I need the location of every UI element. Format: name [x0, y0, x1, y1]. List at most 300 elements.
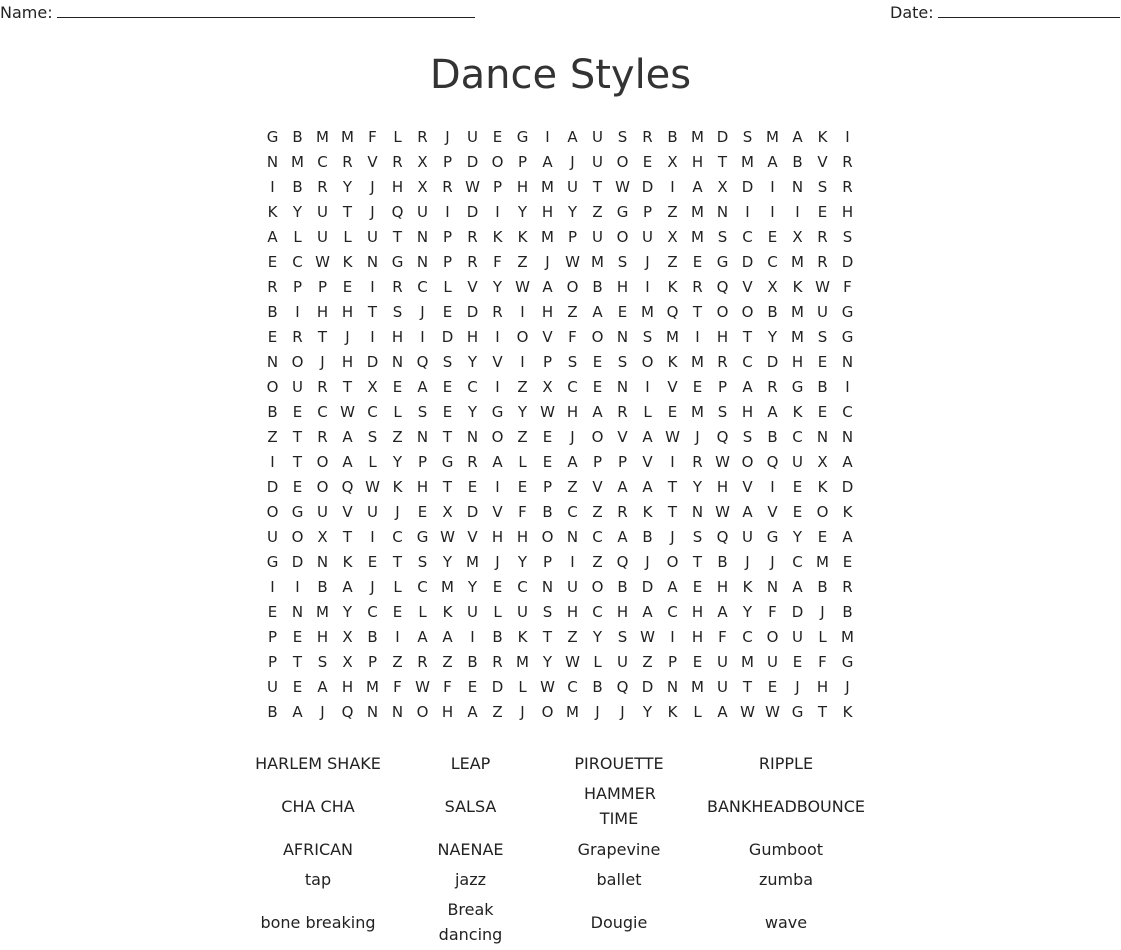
grid-letter[interactable]: Z	[592, 553, 603, 571]
grid-letter[interactable]: V	[592, 478, 603, 496]
grid-letter[interactable]: A	[567, 453, 578, 471]
grid-letter[interactable]: V	[342, 503, 353, 521]
grid-letter[interactable]: I	[770, 178, 775, 196]
grid-letter[interactable]: B	[592, 678, 603, 696]
grid-letter[interactable]: G	[266, 553, 279, 571]
grid-letter[interactable]: H	[316, 303, 329, 321]
grid-letter[interactable]: I	[270, 578, 275, 596]
grid-letter[interactable]: I	[645, 278, 650, 296]
grid-letter[interactable]: A	[317, 678, 328, 696]
grid-letter[interactable]: P	[267, 628, 278, 646]
grid-letter[interactable]: N	[266, 153, 279, 171]
grid-letter[interactable]: I	[270, 178, 275, 196]
grid-letter[interactable]: I	[545, 128, 550, 146]
grid-letter[interactable]: K	[792, 403, 803, 421]
grid-letter[interactable]: N	[541, 578, 554, 596]
grid-letter[interactable]: D	[841, 253, 854, 271]
grid-letter[interactable]: O	[491, 428, 504, 446]
grid-letter[interactable]: Q	[341, 703, 354, 721]
grid-letter[interactable]: Z	[567, 478, 578, 496]
grid-letter[interactable]: C	[567, 378, 578, 396]
grid-letter[interactable]: K	[667, 353, 678, 371]
grid-letter[interactable]: B	[292, 178, 303, 196]
grid-letter[interactable]: V	[767, 503, 778, 521]
grid-letter[interactable]: E	[767, 228, 778, 246]
grid-letter[interactable]: J	[320, 703, 325, 721]
grid-letter[interactable]: G	[766, 528, 779, 546]
grid-letter[interactable]: C	[517, 578, 528, 596]
grid-letter[interactable]: N	[841, 428, 854, 446]
grid-letter[interactable]: B	[542, 503, 553, 521]
grid-letter[interactable]: Y	[517, 553, 528, 571]
grid-letter[interactable]: R	[642, 128, 653, 146]
grid-letter[interactable]: J	[570, 428, 575, 446]
grid-letter[interactable]: I	[445, 203, 450, 221]
grid-letter[interactable]: O	[316, 478, 329, 496]
grid-letter[interactable]: H	[691, 153, 704, 171]
grid-letter[interactable]: V	[617, 428, 628, 446]
grid-letter[interactable]: W	[565, 253, 580, 271]
grid-letter[interactable]: H	[516, 178, 529, 196]
grid-letter[interactable]: D	[716, 128, 729, 146]
grid-letter[interactable]: E	[692, 653, 703, 671]
grid-letter[interactable]: K	[642, 503, 653, 521]
grid-letter[interactable]: N	[816, 428, 829, 446]
grid-letter[interactable]: M	[316, 603, 329, 621]
grid-letter[interactable]: D	[791, 603, 804, 621]
grid-letter[interactable]: F	[718, 628, 727, 646]
grid-letter[interactable]: A	[567, 128, 578, 146]
grid-letter[interactable]: V	[667, 378, 678, 396]
grid-letter[interactable]: M	[516, 653, 529, 671]
grid-letter[interactable]: T	[342, 528, 353, 546]
grid-letter[interactable]: F	[368, 128, 377, 146]
grid-letter[interactable]: K	[517, 228, 528, 246]
grid-letter[interactable]: U	[417, 203, 428, 221]
grid-letter[interactable]: E	[692, 253, 703, 271]
grid-letter[interactable]: Y	[517, 403, 528, 421]
grid-letter[interactable]: U	[717, 678, 728, 696]
grid-letter[interactable]: U	[792, 453, 803, 471]
grid-letter[interactable]: E	[642, 153, 653, 171]
grid-letter[interactable]: O	[616, 153, 629, 171]
grid-letter[interactable]: J	[845, 678, 850, 696]
grid-letter[interactable]: G	[416, 528, 429, 546]
grid-letter[interactable]: C	[767, 253, 778, 271]
grid-letter[interactable]: H	[716, 328, 729, 346]
grid-letter[interactable]: N	[841, 353, 854, 371]
grid-letter[interactable]: M	[841, 628, 854, 646]
grid-letter[interactable]: S	[842, 228, 853, 246]
grid-letter[interactable]: P	[442, 153, 453, 171]
grid-letter[interactable]: T	[742, 678, 753, 696]
grid-letter[interactable]: A	[742, 503, 753, 521]
grid-letter[interactable]: K	[792, 278, 803, 296]
grid-letter[interactable]: X	[317, 528, 328, 546]
grid-letter[interactable]: J	[445, 128, 450, 146]
grid-letter[interactable]: T	[717, 153, 728, 171]
grid-letter[interactable]: L	[518, 453, 527, 471]
grid-letter[interactable]: X	[667, 153, 678, 171]
grid-letter[interactable]: B	[267, 703, 278, 721]
grid-letter[interactable]: J	[620, 703, 625, 721]
grid-letter[interactable]: Q	[716, 428, 729, 446]
grid-letter[interactable]: T	[392, 553, 403, 571]
grid-letter[interactable]: Y	[542, 653, 553, 671]
grid-letter[interactable]: Q	[391, 203, 404, 221]
grid-letter[interactable]: M	[791, 303, 804, 321]
grid-letter[interactable]: H	[441, 703, 454, 721]
grid-letter[interactable]: B	[267, 403, 278, 421]
grid-letter[interactable]: L	[343, 228, 352, 246]
grid-letter[interactable]: O	[541, 703, 554, 721]
grid-letter[interactable]: B	[467, 653, 478, 671]
grid-letter[interactable]: F	[518, 503, 527, 521]
grid-letter[interactable]: C	[842, 403, 853, 421]
grid-letter[interactable]: L	[643, 403, 652, 421]
grid-letter[interactable]: P	[617, 453, 628, 471]
grid-letter[interactable]: T	[442, 428, 453, 446]
grid-letter[interactable]: Q	[616, 553, 629, 571]
grid-letter[interactable]: X	[717, 178, 728, 196]
grid-letter[interactable]: N	[291, 603, 304, 621]
grid-letter[interactable]: C	[567, 678, 578, 696]
grid-letter[interactable]: I	[770, 478, 775, 496]
grid-letter[interactable]: M	[691, 353, 704, 371]
grid-letter[interactable]: E	[542, 428, 553, 446]
grid-letter[interactable]: M	[366, 678, 379, 696]
grid-letter[interactable]: G	[841, 653, 854, 671]
grid-letter[interactable]: K	[667, 278, 678, 296]
grid-letter[interactable]: Y	[342, 603, 353, 621]
grid-letter[interactable]: S	[617, 253, 628, 271]
grid-letter[interactable]: J	[795, 678, 800, 696]
grid-letter[interactable]: H	[691, 628, 704, 646]
grid-letter[interactable]: W	[515, 278, 530, 296]
grid-letter[interactable]: W	[815, 278, 830, 296]
grid-letter[interactable]: J	[645, 553, 650, 571]
grid-letter[interactable]: P	[542, 478, 553, 496]
grid-letter[interactable]: H	[741, 403, 754, 421]
grid-letter[interactable]: I	[670, 178, 675, 196]
grid-letter[interactable]: Z	[267, 428, 278, 446]
grid-letter[interactable]: E	[292, 678, 303, 696]
grid-letter[interactable]: R	[467, 453, 478, 471]
grid-letter[interactable]: I	[795, 203, 800, 221]
grid-letter[interactable]: V	[542, 328, 553, 346]
grid-letter[interactable]: J	[695, 428, 700, 446]
grid-letter[interactable]: U	[467, 603, 478, 621]
grid-letter[interactable]: Y	[467, 353, 478, 371]
grid-letter[interactable]: I	[520, 353, 525, 371]
grid-letter[interactable]: W	[465, 178, 480, 196]
grid-letter[interactable]: E	[817, 528, 828, 546]
grid-letter[interactable]: S	[717, 228, 728, 246]
grid-letter[interactable]: P	[442, 253, 453, 271]
grid-letter[interactable]: D	[366, 353, 379, 371]
grid-letter[interactable]: E	[342, 278, 353, 296]
grid-letter[interactable]: G	[791, 703, 804, 721]
grid-letter[interactable]: E	[542, 453, 553, 471]
grid-letter[interactable]: F	[568, 328, 577, 346]
grid-letter[interactable]: N	[266, 353, 279, 371]
grid-letter[interactable]: R	[317, 428, 328, 446]
grid-letter[interactable]: R	[417, 653, 428, 671]
grid-letter[interactable]: X	[542, 378, 553, 396]
grid-letter[interactable]: E	[292, 403, 303, 421]
grid-letter[interactable]: U	[567, 178, 578, 196]
grid-letter[interactable]: L	[368, 453, 377, 471]
grid-letter[interactable]: O	[266, 503, 279, 521]
grid-letter[interactable]: O	[291, 528, 304, 546]
grid-letter[interactable]: U	[817, 303, 828, 321]
grid-letter[interactable]: S	[717, 403, 728, 421]
grid-letter[interactable]: A	[742, 378, 753, 396]
grid-letter[interactable]: U	[592, 128, 603, 146]
grid-letter[interactable]: J	[370, 203, 375, 221]
grid-letter[interactable]: E	[392, 603, 403, 621]
grid-letter[interactable]: Z	[492, 703, 503, 721]
grid-letter[interactable]: A	[642, 428, 653, 446]
grid-letter[interactable]: S	[317, 653, 328, 671]
grid-letter[interactable]: J	[320, 353, 325, 371]
grid-letter[interactable]: Z	[592, 503, 603, 521]
grid-letter[interactable]: Y	[292, 203, 303, 221]
grid-letter[interactable]: L	[493, 603, 502, 621]
grid-letter[interactable]: B	[642, 528, 653, 546]
grid-letter[interactable]: S	[817, 178, 828, 196]
grid-letter[interactable]: A	[467, 703, 478, 721]
grid-letter[interactable]: Z	[567, 303, 578, 321]
grid-letter[interactable]: W	[340, 403, 355, 421]
grid-letter[interactable]: M	[691, 228, 704, 246]
grid-letter[interactable]: U	[742, 528, 753, 546]
grid-letter[interactable]: G	[291, 503, 304, 521]
grid-letter[interactable]: T	[442, 478, 453, 496]
grid-letter[interactable]: E	[442, 403, 453, 421]
grid-letter[interactable]: R	[467, 228, 478, 246]
grid-letter[interactable]: U	[642, 228, 653, 246]
grid-letter[interactable]: D	[441, 328, 454, 346]
grid-letter[interactable]: I	[645, 378, 650, 396]
grid-letter[interactable]: C	[417, 578, 428, 596]
grid-letter[interactable]: H	[616, 278, 629, 296]
grid-letter[interactable]: R	[692, 278, 703, 296]
grid-letter[interactable]: J	[570, 153, 575, 171]
grid-letter[interactable]: P	[667, 653, 678, 671]
grid-letter[interactable]: B	[492, 628, 503, 646]
grid-letter[interactable]: B	[767, 428, 778, 446]
grid-letter[interactable]: F	[818, 653, 827, 671]
grid-letter[interactable]: E	[792, 653, 803, 671]
grid-letter[interactable]: Y	[467, 403, 478, 421]
grid-letter[interactable]: C	[317, 403, 328, 421]
grid-letter[interactable]: D	[491, 678, 504, 696]
grid-letter[interactable]: P	[542, 553, 553, 571]
grid-letter[interactable]: E	[517, 478, 528, 496]
grid-letter[interactable]: P	[417, 453, 428, 471]
grid-letter[interactable]: V	[492, 353, 503, 371]
grid-letter[interactable]: E	[667, 403, 678, 421]
grid-letter[interactable]: E	[417, 503, 428, 521]
grid-letter[interactable]: Z	[392, 428, 403, 446]
grid-letter[interactable]: F	[393, 678, 402, 696]
grid-letter[interactable]: U	[317, 203, 328, 221]
grid-letter[interactable]: O	[616, 228, 629, 246]
grid-letter[interactable]: P	[567, 228, 578, 246]
grid-letter[interactable]: C	[792, 553, 803, 571]
grid-letter[interactable]: L	[393, 403, 402, 421]
grid-letter[interactable]: S	[642, 328, 653, 346]
grid-letter[interactable]: J	[545, 253, 550, 271]
grid-letter[interactable]: S	[367, 428, 378, 446]
grid-letter[interactable]: T	[342, 203, 353, 221]
grid-letter[interactable]: C	[667, 603, 678, 621]
grid-letter[interactable]: V	[817, 153, 828, 171]
grid-letter[interactable]: H	[816, 678, 829, 696]
grid-letter[interactable]: A	[492, 453, 503, 471]
grid-letter[interactable]: L	[393, 578, 402, 596]
grid-letter[interactable]: Q	[416, 353, 429, 371]
grid-letter[interactable]: H	[716, 578, 729, 596]
grid-letter[interactable]: U	[292, 378, 303, 396]
grid-letter[interactable]: H	[841, 203, 854, 221]
grid-letter[interactable]: N	[391, 353, 404, 371]
grid-letter[interactable]: I	[845, 378, 850, 396]
grid-letter[interactable]: Y	[517, 203, 528, 221]
grid-letter[interactable]: I	[270, 453, 275, 471]
grid-letter[interactable]: S	[742, 128, 753, 146]
grid-letter[interactable]: M	[691, 403, 704, 421]
grid-letter[interactable]: G	[616, 203, 629, 221]
grid-letter[interactable]: U	[317, 503, 328, 521]
grid-letter[interactable]: X	[792, 228, 803, 246]
grid-letter[interactable]: B	[292, 128, 303, 146]
grid-letter[interactable]: V	[492, 503, 503, 521]
grid-letter[interactable]: G	[516, 128, 529, 146]
grid-letter[interactable]: M	[541, 228, 554, 246]
grid-letter[interactable]: J	[495, 553, 500, 571]
grid-letter[interactable]: J	[520, 703, 525, 721]
grid-letter[interactable]: N	[416, 228, 429, 246]
grid-letter[interactable]: H	[416, 478, 429, 496]
grid-letter[interactable]: K	[392, 478, 403, 496]
grid-letter[interactable]: W	[565, 653, 580, 671]
grid-letter[interactable]: Q	[341, 478, 354, 496]
grid-letter[interactable]: Y	[392, 453, 403, 471]
grid-letter[interactable]: N	[566, 528, 579, 546]
grid-letter[interactable]: Z	[392, 653, 403, 671]
grid-letter[interactable]: I	[495, 203, 500, 221]
grid-letter[interactable]: E	[267, 328, 278, 346]
grid-letter[interactable]: Q	[666, 303, 679, 321]
grid-letter[interactable]: H	[791, 353, 804, 371]
grid-letter[interactable]: I	[520, 303, 525, 321]
grid-letter[interactable]: R	[842, 178, 853, 196]
grid-letter[interactable]: A	[842, 453, 853, 471]
grid-letter[interactable]: B	[792, 153, 803, 171]
grid-letter[interactable]: Q	[716, 528, 729, 546]
grid-letter[interactable]: S	[417, 403, 428, 421]
grid-letter[interactable]: M	[816, 553, 829, 571]
grid-letter[interactable]: P	[442, 228, 453, 246]
grid-letter[interactable]: T	[292, 453, 303, 471]
grid-letter[interactable]: Y	[742, 603, 753, 621]
grid-letter[interactable]: S	[617, 128, 628, 146]
grid-letter[interactable]: A	[617, 528, 628, 546]
grid-letter[interactable]: R	[342, 153, 353, 171]
grid-letter[interactable]: R	[717, 353, 728, 371]
grid-letter[interactable]: W	[540, 678, 555, 696]
grid-letter[interactable]: N	[466, 428, 479, 446]
grid-letter[interactable]: E	[792, 503, 803, 521]
grid-letter[interactable]: O	[641, 353, 654, 371]
grid-letter[interactable]: B	[592, 278, 603, 296]
grid-letter[interactable]: T	[367, 303, 378, 321]
grid-letter[interactable]: D	[291, 553, 304, 571]
grid-letter[interactable]: J	[345, 328, 350, 346]
grid-letter[interactable]: M	[541, 178, 554, 196]
grid-letter[interactable]: I	[570, 553, 575, 571]
grid-letter[interactable]: E	[692, 378, 703, 396]
grid-letter[interactable]: K	[817, 128, 828, 146]
grid-letter[interactable]: K	[342, 553, 353, 571]
grid-letter[interactable]: K	[842, 703, 853, 721]
grid-letter[interactable]: N	[416, 428, 429, 446]
grid-letter[interactable]: O	[416, 703, 429, 721]
grid-letter[interactable]: K	[517, 628, 528, 646]
grid-letter[interactable]: J	[395, 503, 400, 521]
grid-letter[interactable]: A	[542, 278, 553, 296]
grid-letter[interactable]: R	[292, 328, 303, 346]
grid-letter[interactable]: N	[791, 178, 804, 196]
grid-letter[interactable]: S	[567, 353, 578, 371]
grid-letter[interactable]: A	[792, 128, 803, 146]
grid-letter[interactable]: B	[267, 303, 278, 321]
grid-letter[interactable]: I	[370, 278, 375, 296]
grid-letter[interactable]: U	[617, 653, 628, 671]
grid-letter[interactable]: F	[768, 603, 777, 621]
grid-letter[interactable]: P	[642, 203, 653, 221]
grid-letter[interactable]: A	[267, 228, 278, 246]
grid-letter[interactable]: U	[367, 228, 378, 246]
grid-letter[interactable]: J	[820, 603, 825, 621]
grid-letter[interactable]: M	[466, 553, 479, 571]
grid-letter[interactable]: D	[741, 178, 754, 196]
grid-letter[interactable]: N	[766, 578, 779, 596]
grid-letter[interactable]: T	[692, 303, 703, 321]
grid-letter[interactable]: E	[592, 353, 603, 371]
grid-letter[interactable]: U	[467, 128, 478, 146]
grid-letter[interactable]: A	[717, 603, 728, 621]
grid-letter[interactable]: I	[745, 203, 750, 221]
grid-letter[interactable]: S	[442, 353, 453, 371]
grid-letter[interactable]: C	[567, 503, 578, 521]
grid-letter[interactable]: M	[566, 703, 579, 721]
grid-letter[interactable]: Q	[716, 278, 729, 296]
grid-letter[interactable]: W	[765, 703, 780, 721]
grid-letter[interactable]: D	[466, 153, 479, 171]
grid-letter[interactable]: W	[740, 703, 755, 721]
grid-letter[interactable]: S	[617, 353, 628, 371]
grid-letter[interactable]: W	[715, 453, 730, 471]
grid-letter[interactable]: J	[370, 578, 375, 596]
grid-letter[interactable]: L	[393, 128, 402, 146]
grid-letter[interactable]: I	[495, 478, 500, 496]
grid-letter[interactable]: V	[742, 278, 753, 296]
grid-letter[interactable]: S	[817, 328, 828, 346]
grid-letter[interactable]: L	[518, 678, 527, 696]
